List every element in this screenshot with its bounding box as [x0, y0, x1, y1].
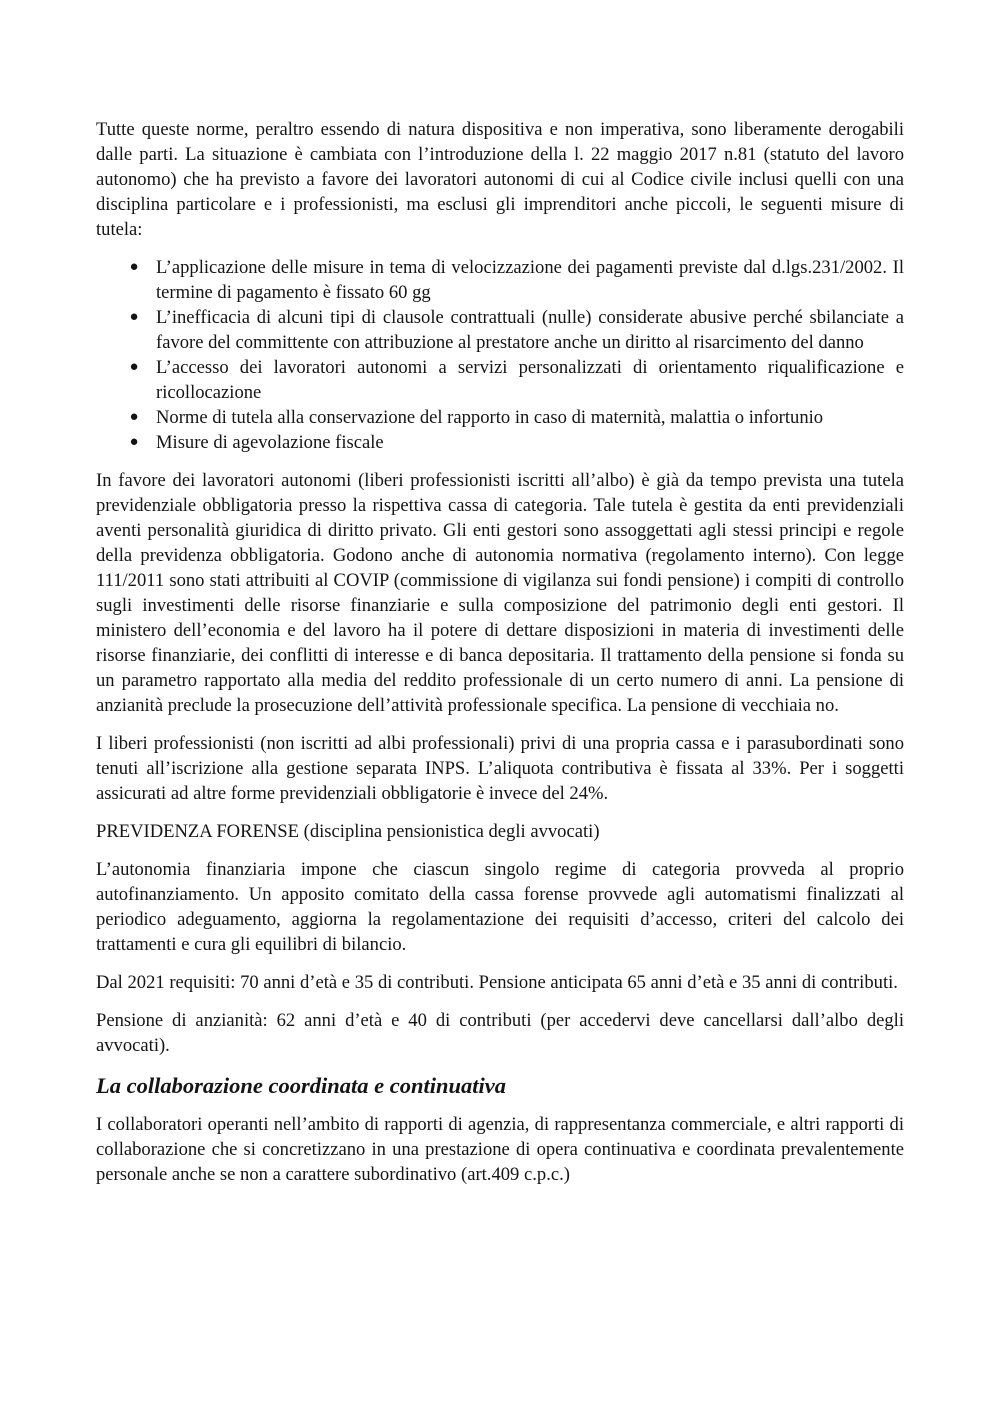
- bullet-text: L’applicazione delle misure in tema di velocizzazione dei pagamenti previste dal d.lgs.231/2002. Il termine di pagamento è fissato 60 gg: [156, 257, 904, 303]
- paragraph-collaboratori: I collaboratori operanti nell’ambito di rapporti di agenzia, di rappresentanza commerciale, e altri rapporti di collaborazione che si concretizzano in una prestazione di opera continuativa e coordinata prevalentemente personale anche se non a carattere subordinativo (art.409 c.p.c.): [96, 1114, 904, 1185]
- paragraph-previdenza-forense-title: PREVIDENZA FORENSE (disciplina pensionistica degli avvocati): [96, 821, 600, 842]
- paragraph-intro: Tutte queste norme, peraltro essendo di natura dispositiva e non imperativa, sono liberamente derogabili dalle parti. La situazione è cambiata con l’introduzione della l. 22 maggio 2017 n.81 (statuto del lavoro autonomo) che ha previsto a favore dei lavoratori autonomi di cui al Codice civile inclusi quelli con una disciplina particolare e i professionisti, ma esclusi gli imprenditori anche piccoli, le seguenti misure di tutela:: [96, 119, 904, 240]
- paragraph-pensione-anzianita: Pensione di anzianità: 62 anni d’età e 40 di contributi (per accedervi deve cancellarsi dall’albo degli avvocati).: [96, 1010, 904, 1056]
- paragraph-tutela-previdenziale: In favore dei lavoratori autonomi (liberi professionisti iscritti all’albo) è già da tempo prevista una tutela previdenziale obbligatoria presso la rispettiva cassa di categoria. Tale tutela è gestita da enti previdenziali aventi personalità giuridica di diritto privato. Gli enti gestori sono assoggettati agli stessi principi e regole della previdenza obbligatoria. Godono anche di autonomia normativa (regolamento interno). Con legge 111/2011 sono stati attribuiti al COVIP (commissione di vigilanza sui fondi pensione) i compiti di controllo sugli investimenti delle risorse finanziarie e sulla composizione del patrimonio degli enti gestori. Il ministero dell’economia e del lavoro ha il potere di dettare disposizioni in materia di investimenti delle risorse finanziarie, dei conflitti di interesse e di banca depositaria. Il trattamento della pensione si fonda su un parametro rapportato alla media del reddito professionale di un certo numero di anni. La pensione di anzianità preclude la prosecuzione dell’attività professionale specifica. La pensione di vecchiaia no.: [96, 470, 904, 716]
- bullet-item: [96, 430, 904, 455]
- paragraph-requisiti-2021: Dal 2021 requisiti: 70 anni d’età e 35 di contributi. Pensione anticipata 65 anni d’età e 35 anni di contributi.: [96, 972, 898, 993]
- document-body: [96, 117, 904, 1200]
- section-heading: La collaborazione coordinata e continuativa: [96, 1073, 507, 1098]
- bullet-text: L’accesso dei lavoratori autonomi a servizi personalizzati di orientamento riqualificazione e ricollocazione: [156, 357, 904, 403]
- bullet-item: [96, 355, 904, 405]
- bullet-item: [96, 305, 904, 355]
- bullet-list-tutele: [96, 255, 904, 455]
- paragraph-autonomia-finanziaria: L’autonomia finanziaria impone che ciascun singolo regime di categoria provveda al proprio autofinanziamento. Un apposito comitato della cassa forense provvede agli automatismi finalizzati al periodico adeguamento, aggiorna la regolamentazione dei requisiti d’accesso, criteri del calcolo dei trattamenti e cura gli equilibri di bilancio.: [96, 859, 904, 955]
- bullet-dot-icon: ●: [129, 409, 139, 425]
- bullet-dot-icon: ●: [129, 309, 139, 325]
- bullet-dot-icon: ●: [129, 259, 139, 275]
- bullet-dot-icon: ●: [129, 434, 139, 450]
- bullet-item: [96, 405, 904, 430]
- bullet-dot-icon: ●: [129, 359, 139, 375]
- bullet-text: Norme di tutela alla conservazione del rapporto in caso di maternità, malattia o infortunio: [156, 407, 824, 428]
- bullet-item: [96, 255, 904, 305]
- paragraph-gestione-separata: I liberi professionisti (non iscritti ad albi professionali) privi di una propria cassa e i parasubordinati sono tenuti all’iscrizione alla gestione separata INPS. L’aliquota contributiva è fissata al 33%. Per i soggetti assicurati ad altre forme previdenziali obbligatorie è invece del 24%.: [96, 733, 904, 804]
- bullet-text: L’inefficacia di alcuni tipi di clausole contrattuali (nulle) considerate abusive perché sbilanciate a favore del committente con attribuzione al prestatore anche un diritto al risarcimento del danno: [156, 307, 904, 353]
- bullet-text: Misure di agevolazione fiscale: [156, 432, 384, 453]
